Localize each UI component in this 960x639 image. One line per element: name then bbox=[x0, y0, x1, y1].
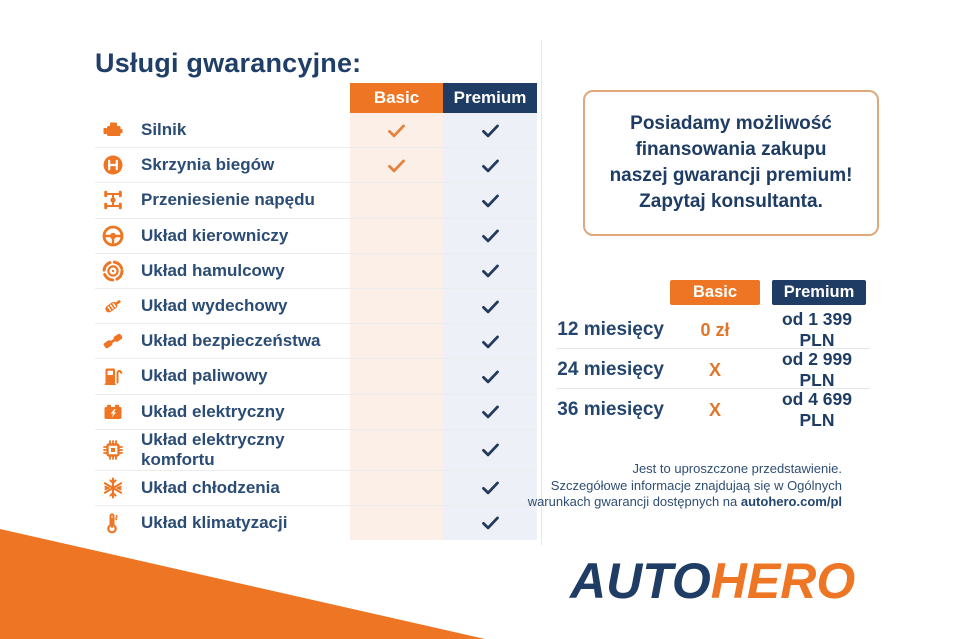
service-label: Układ paliwowy bbox=[141, 366, 268, 386]
page-title: Usługi gwarancyjne: bbox=[95, 48, 362, 78]
basic-cell bbox=[350, 113, 443, 147]
pricing-term: 36 miesięcy bbox=[557, 399, 664, 420]
premium-cell bbox=[443, 219, 537, 253]
gearbox-icon bbox=[100, 152, 126, 178]
service-label: Układ wydechowy bbox=[141, 296, 288, 316]
basic-cell bbox=[350, 324, 443, 358]
service-label: Układ bezpieczeństwa bbox=[141, 331, 321, 351]
basic-cell bbox=[350, 183, 443, 217]
pricing-header bbox=[556, 280, 870, 305]
logo-auto-part: AUTO bbox=[570, 553, 711, 609]
table-row bbox=[95, 324, 537, 359]
footnote-line-prefix: warunkach gwarancji dostępnych na bbox=[527, 494, 741, 509]
exhaust-icon bbox=[100, 293, 126, 319]
pricing-term: 24 miesięcy bbox=[557, 359, 664, 380]
table-row bbox=[95, 506, 537, 540]
autohero-url-link[interactable]: autohero.com/pl bbox=[740, 494, 842, 509]
snowflake-icon bbox=[100, 475, 126, 501]
basic-cell bbox=[350, 289, 443, 323]
pricing-row bbox=[556, 389, 870, 428]
service-label: Skrzynia biegów bbox=[141, 155, 275, 175]
basic-cell bbox=[350, 219, 443, 253]
pricing-basic-value: 0 zł bbox=[700, 319, 730, 340]
service-label: Układ hamulcowy bbox=[141, 260, 285, 280]
footnote-line bbox=[482, 494, 842, 511]
premium-cell bbox=[443, 183, 537, 217]
steering-icon bbox=[100, 223, 126, 249]
table-row bbox=[95, 430, 537, 471]
pricing-table bbox=[556, 280, 870, 428]
financing-promo-box bbox=[583, 90, 879, 236]
service-label: Układ klimatyzacji bbox=[141, 512, 288, 532]
pricing-premium-value: od 2 999 PLN bbox=[781, 349, 853, 390]
table-row bbox=[95, 471, 537, 506]
pricing-term: 12 miesięcy bbox=[557, 319, 664, 340]
table-row bbox=[95, 395, 537, 430]
service-label: Przeniesienie napędu bbox=[141, 190, 315, 210]
fuel-pump-icon bbox=[100, 363, 126, 389]
service-label: Układ chłodzenia bbox=[141, 477, 280, 497]
pricing-premium-value: od 4 699 PLN bbox=[781, 389, 853, 430]
basic-column-header: Basic bbox=[350, 83, 443, 113]
premium-cell bbox=[443, 113, 537, 147]
promo-text-line: Zapytaj konsultanta. bbox=[639, 191, 823, 212]
pricing-row bbox=[556, 309, 870, 349]
thermometer-icon bbox=[100, 510, 126, 536]
premium-cell bbox=[443, 148, 537, 182]
logo-hero-part: HERO bbox=[710, 553, 856, 609]
basic-cell bbox=[350, 430, 443, 470]
premium-cell bbox=[443, 395, 537, 429]
drivetrain-icon bbox=[100, 187, 126, 213]
engine-icon bbox=[100, 117, 126, 143]
service-label: Układ kierowniczy bbox=[141, 225, 289, 245]
table-row bbox=[95, 183, 537, 218]
table-row bbox=[95, 148, 537, 183]
basic-cell bbox=[350, 506, 443, 540]
promo-text-line: naszej gwarancji premium! bbox=[609, 165, 853, 186]
pricing-row bbox=[556, 349, 870, 389]
service-label: Układ elektryczny komfortu bbox=[141, 429, 285, 469]
table-row bbox=[95, 359, 537, 394]
legal-footnote bbox=[482, 461, 842, 511]
autohero-logo bbox=[570, 552, 855, 610]
table-row bbox=[95, 289, 537, 324]
brake-icon bbox=[100, 258, 126, 284]
seatbelt-icon bbox=[100, 328, 126, 354]
basic-cell bbox=[350, 148, 443, 182]
battery-icon bbox=[100, 399, 126, 425]
warranty-services-table bbox=[95, 83, 537, 540]
premium-cell bbox=[443, 506, 537, 540]
pricing-basic-value: X bbox=[708, 399, 721, 420]
promo-text-line: Posiadamy możliwość bbox=[630, 113, 832, 134]
premium-cell bbox=[443, 254, 537, 288]
pricing-premium-header: Premium bbox=[772, 280, 866, 305]
table-header bbox=[95, 83, 537, 113]
basic-cell bbox=[350, 395, 443, 429]
premium-column-header: Premium bbox=[443, 83, 537, 113]
basic-cell bbox=[350, 359, 443, 393]
corner-triangle-decoration bbox=[0, 529, 485, 639]
premium-cell bbox=[443, 359, 537, 393]
promo-text-line: finansowania zakupu bbox=[635, 139, 827, 160]
pricing-basic-header: Basic bbox=[670, 280, 760, 305]
table-row bbox=[95, 254, 537, 289]
premium-cell bbox=[443, 289, 537, 323]
service-label: Silnik bbox=[141, 120, 187, 140]
chip-icon bbox=[100, 437, 126, 463]
table-row bbox=[95, 219, 537, 254]
premium-cell bbox=[443, 324, 537, 358]
basic-cell bbox=[350, 471, 443, 505]
pricing-premium-value: od 1 399 PLN bbox=[781, 309, 853, 350]
footnote-line: Szczegółowe informacje znajdujaą się w Ogólnych bbox=[550, 477, 842, 493]
service-label: Układ elektryczny bbox=[141, 401, 285, 421]
pricing-basic-value: X bbox=[708, 359, 721, 380]
table-row bbox=[95, 113, 537, 148]
basic-cell bbox=[350, 254, 443, 288]
footnote-line: Jest to uproszczone przedstawienie. bbox=[632, 461, 842, 476]
